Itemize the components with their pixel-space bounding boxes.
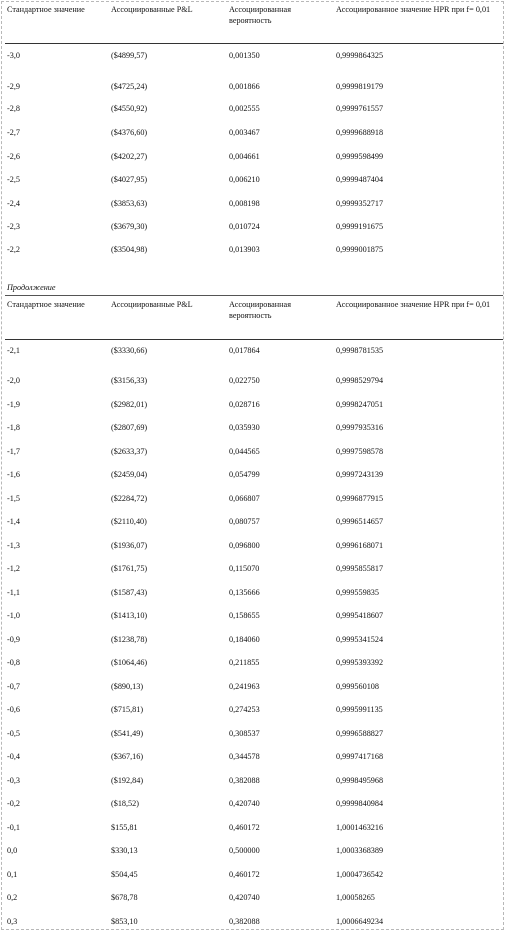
cell-standard-value: 0,1 [7,869,18,879]
cell-probability: 0,008198 [229,199,260,208]
cell-hpr: 0,9995418607 [336,611,384,620]
cell-hpr: 0,9998529794 [336,376,384,385]
cell-pnl: ($1064,46) [111,658,148,667]
cell-standard-value: -2,6 [7,152,20,161]
cell-hpr: 0,9998247051 [336,399,384,409]
table-row [0,81,506,93]
cell-standard-value: -2,0 [7,376,20,385]
cell-pnl: ($3156,33) [111,376,148,385]
cell-standard-value: -0,8 [7,658,20,667]
cell-standard-value: -0,1 [7,822,20,832]
cell-hpr: 0,9996877915 [336,493,384,503]
cell-probability: 0,001866 [229,82,260,91]
cell-standard-value: -2,2 [7,245,20,254]
cell-probability: 0,006210 [229,175,260,184]
cell-hpr: 0,9998781535 [336,346,384,355]
cell-probability: 0,010724 [229,222,260,231]
cell-pnl: ($1936,07) [111,540,148,550]
cell-standard-value: -1,8 [7,423,20,432]
cell-hpr: 0,9997598578 [336,446,384,456]
cell-hpr: 0,9999761557 [336,104,384,113]
cell-standard-value: -1,2 [7,564,20,573]
cell-probability: 0,054799 [229,470,260,479]
cell-probability: 0,115070 [229,564,260,573]
cell-hpr: 0,9997243139 [336,470,384,479]
cell-standard-value: -1,3 [7,540,20,550]
cell-standard-value: -2,8 [7,104,20,113]
table-row [0,244,506,256]
cell-probability: 0,080757 [229,517,260,526]
cell-probability: 0,066807 [229,493,260,503]
cell-pnl: ($3853,63) [111,199,148,208]
cell-pnl: ($4202,27) [111,152,148,161]
cell-probability: 0,211855 [229,658,260,667]
table-row [0,704,506,716]
cell-hpr: 0,9999598499 [336,152,384,161]
cell-hpr: 0,9997417168 [336,752,384,761]
table-row [0,375,506,387]
cell-standard-value: -0,6 [7,705,20,714]
cell-probability: 0,382088 [229,916,260,926]
cell-standard-value: -2,7 [7,128,20,137]
cell-probability: 0,382088 [229,775,260,785]
cell-standard-value: -1,9 [7,399,20,409]
table-row [0,563,506,575]
cell-pnl: $330,13 [111,846,138,855]
cell-hpr: 0,9999688918 [336,128,384,137]
cell-standard-value: -1,5 [7,493,20,503]
cell-hpr: 0,999560108 [336,681,379,691]
cell-hpr: 0,9996168071 [336,540,384,550]
cell-hpr: 0,9999864325 [336,51,384,60]
cell-probability: 0,002555 [229,104,260,113]
cell-probability: 0,308537 [229,728,260,738]
table-row [0,775,506,787]
cell-probability: 0,028716 [229,399,260,409]
cell-hpr: 0,9997935316 [336,423,384,432]
cell-standard-value: -1,7 [7,446,20,456]
cell-pnl: ($2807,69) [111,423,148,432]
cell-pnl: ($2633,37) [111,446,148,456]
cell-standard-value: -3,0 [7,51,20,60]
cell-hpr: 1,0001463216 [336,822,384,832]
cell-pnl: ($2459,04) [111,470,148,479]
cell-probability: 0,460172 [229,822,260,832]
cell-pnl: ($1587,43) [111,587,148,597]
cell-hpr: 0,9995855817 [336,564,384,573]
cell-pnl: ($890,13) [111,681,144,691]
cell-probability: 0,017864 [229,346,260,355]
cell-hpr: 0,9999001875 [336,245,384,254]
cell-pnl: $853,10 [111,916,138,926]
table-row [0,822,506,834]
cell-standard-value: 0,0 [7,846,18,855]
table-row [0,728,506,740]
cell-pnl: ($367,16) [111,752,144,761]
cell-hpr: 0,9995341524 [336,634,384,644]
table-row [0,221,506,233]
cell-pnl: ($2982,01) [111,399,148,409]
cell-standard-value: 0,2 [7,893,18,902]
table-row [0,198,506,210]
cell-pnl: ($3330,66) [111,346,148,355]
cell-hpr: 0,9995991135 [336,705,383,714]
table-row [0,151,506,163]
cell-standard-value: -0,3 [7,775,20,785]
cell-standard-value: -0,4 [7,752,20,761]
header-probability: Ассоциированная вероятность [229,5,291,25]
cell-pnl: ($18,52) [111,799,139,808]
cell-standard-value: -2,1 [7,346,20,355]
cell-hpr: 0,9999487404 [336,175,384,184]
cell-standard-value: -1,1 [7,587,20,597]
cell-pnl: ($4725,24) [111,82,148,91]
continuation-rule [5,295,503,296]
cell-standard-value: 0,3 [7,916,18,926]
table1-header-rule [5,43,503,44]
header-hpr: Ассоциированное значение HPR при f= 0,01 [336,5,491,14]
cell-pnl: ($1238,78) [111,634,148,644]
cell-standard-value: -2,3 [7,222,20,231]
table-row [0,103,506,115]
table-row [0,540,506,552]
cell-pnl: ($541,49) [111,728,144,738]
cell-probability: 0,420740 [229,799,260,808]
table-row [0,422,506,434]
table-row [0,845,506,857]
header-pnl: Ассоциированные P&L [111,300,193,309]
cell-standard-value: -0,9 [7,634,20,644]
cell-pnl: $678,78 [111,893,138,902]
cell-hpr: 0,9999840984 [336,799,384,808]
table-row [0,751,506,763]
header-hpr: Ассоциированное значение HPR при f= 0,01 [336,300,491,309]
cell-pnl: ($2110,40) [111,517,147,526]
cell-hpr: 0,9996514657 [336,517,384,526]
cell-pnl: ($4550,92) [111,104,148,113]
table-row [0,634,506,646]
cell-standard-value: -2,9 [7,82,20,91]
cell-probability: 0,420740 [229,893,260,902]
cell-pnl: ($192,84) [111,775,144,785]
cell-standard-value: -1,0 [7,611,20,620]
cell-standard-value: -2,5 [7,175,20,184]
cell-probability: 0,158655 [229,611,260,620]
cell-standard-value: -0,2 [7,799,20,808]
header-pnl: Ассоциированные P&L [111,5,193,14]
cell-probability: 0,460172 [229,869,260,879]
cell-hpr: 1,0003368389 [336,846,384,855]
table-row [0,657,506,669]
header-standard-value: Стандартное значение [7,5,85,14]
cell-probability: 0,013903 [229,245,260,254]
cell-probability: 0,500000 [229,846,260,855]
table-row [0,493,506,505]
cell-hpr: 0,9999352717 [336,199,384,208]
cell-hpr: 1,00058265 [336,893,375,902]
table-row [0,446,506,458]
cell-standard-value: -2,4 [7,199,20,208]
cell-probability: 0,022750 [229,376,260,385]
cell-pnl: ($3504,98) [111,245,148,254]
cell-standard-value: -0,7 [7,681,20,691]
cell-pnl: ($4899,57) [111,51,148,60]
table-row [0,916,506,928]
cell-probability: 0,096800 [229,540,260,550]
cell-pnl: ($715,81) [111,705,144,714]
continuation-label: Продолжение [7,283,56,292]
table-row [0,345,506,357]
table-row [0,681,506,693]
cell-probability: 0,035930 [229,423,260,432]
cell-hpr: 0,9995393392 [336,658,384,667]
cell-hpr: 0,999559835 [336,587,379,597]
cell-pnl: ($2284,72) [111,493,148,503]
cell-hpr: 1,0006649234 [336,916,384,926]
cell-hpr: 1,0004736542 [336,869,384,879]
cell-probability: 0,274253 [229,705,260,714]
table-row [0,469,506,481]
cell-pnl: ($1761,75) [111,564,148,573]
cell-standard-value: -1,4 [7,517,20,526]
cell-probability: 0,044565 [229,446,260,456]
cell-probability: 0,003467 [229,128,260,137]
cell-pnl: $504,45 [111,869,138,879]
header-probability: Ассоциированная вероятность [229,300,291,320]
table2-header-rule [5,339,503,340]
cell-pnl: ($4027,95) [111,175,148,184]
cell-hpr: 0,9999819179 [336,82,384,91]
cell-probability: 0,135666 [229,587,260,597]
cell-standard-value: -1,6 [7,470,20,479]
table-row [0,174,506,186]
cell-pnl: ($4376,60) [111,128,148,137]
cell-probability: 0,241963 [229,681,260,691]
page-frame [1,1,504,930]
table-row [0,892,506,904]
cell-probability: 0,001350 [229,51,260,60]
cell-pnl: $155,81 [111,822,138,832]
cell-hpr: 0,9996588827 [336,728,384,738]
table-row [0,50,506,62]
table-row [0,869,506,881]
table-row [0,610,506,622]
cell-probability: 0,184060 [229,634,260,644]
cell-hpr: 0,9998495968 [336,775,384,785]
cell-probability: 0,004661 [229,152,260,161]
table-row [0,587,506,599]
cell-hpr: 0,9999191675 [336,222,384,231]
cell-probability: 0,344578 [229,752,260,761]
cell-standard-value: -0,5 [7,728,20,738]
cell-pnl: ($3679,30) [111,222,148,231]
table-row [0,127,506,139]
table-row [0,516,506,528]
cell-pnl: ($1413,10) [111,611,148,620]
header-standard-value: Стандартное значение [7,300,85,309]
table-row [0,399,506,411]
table-row [0,798,506,810]
